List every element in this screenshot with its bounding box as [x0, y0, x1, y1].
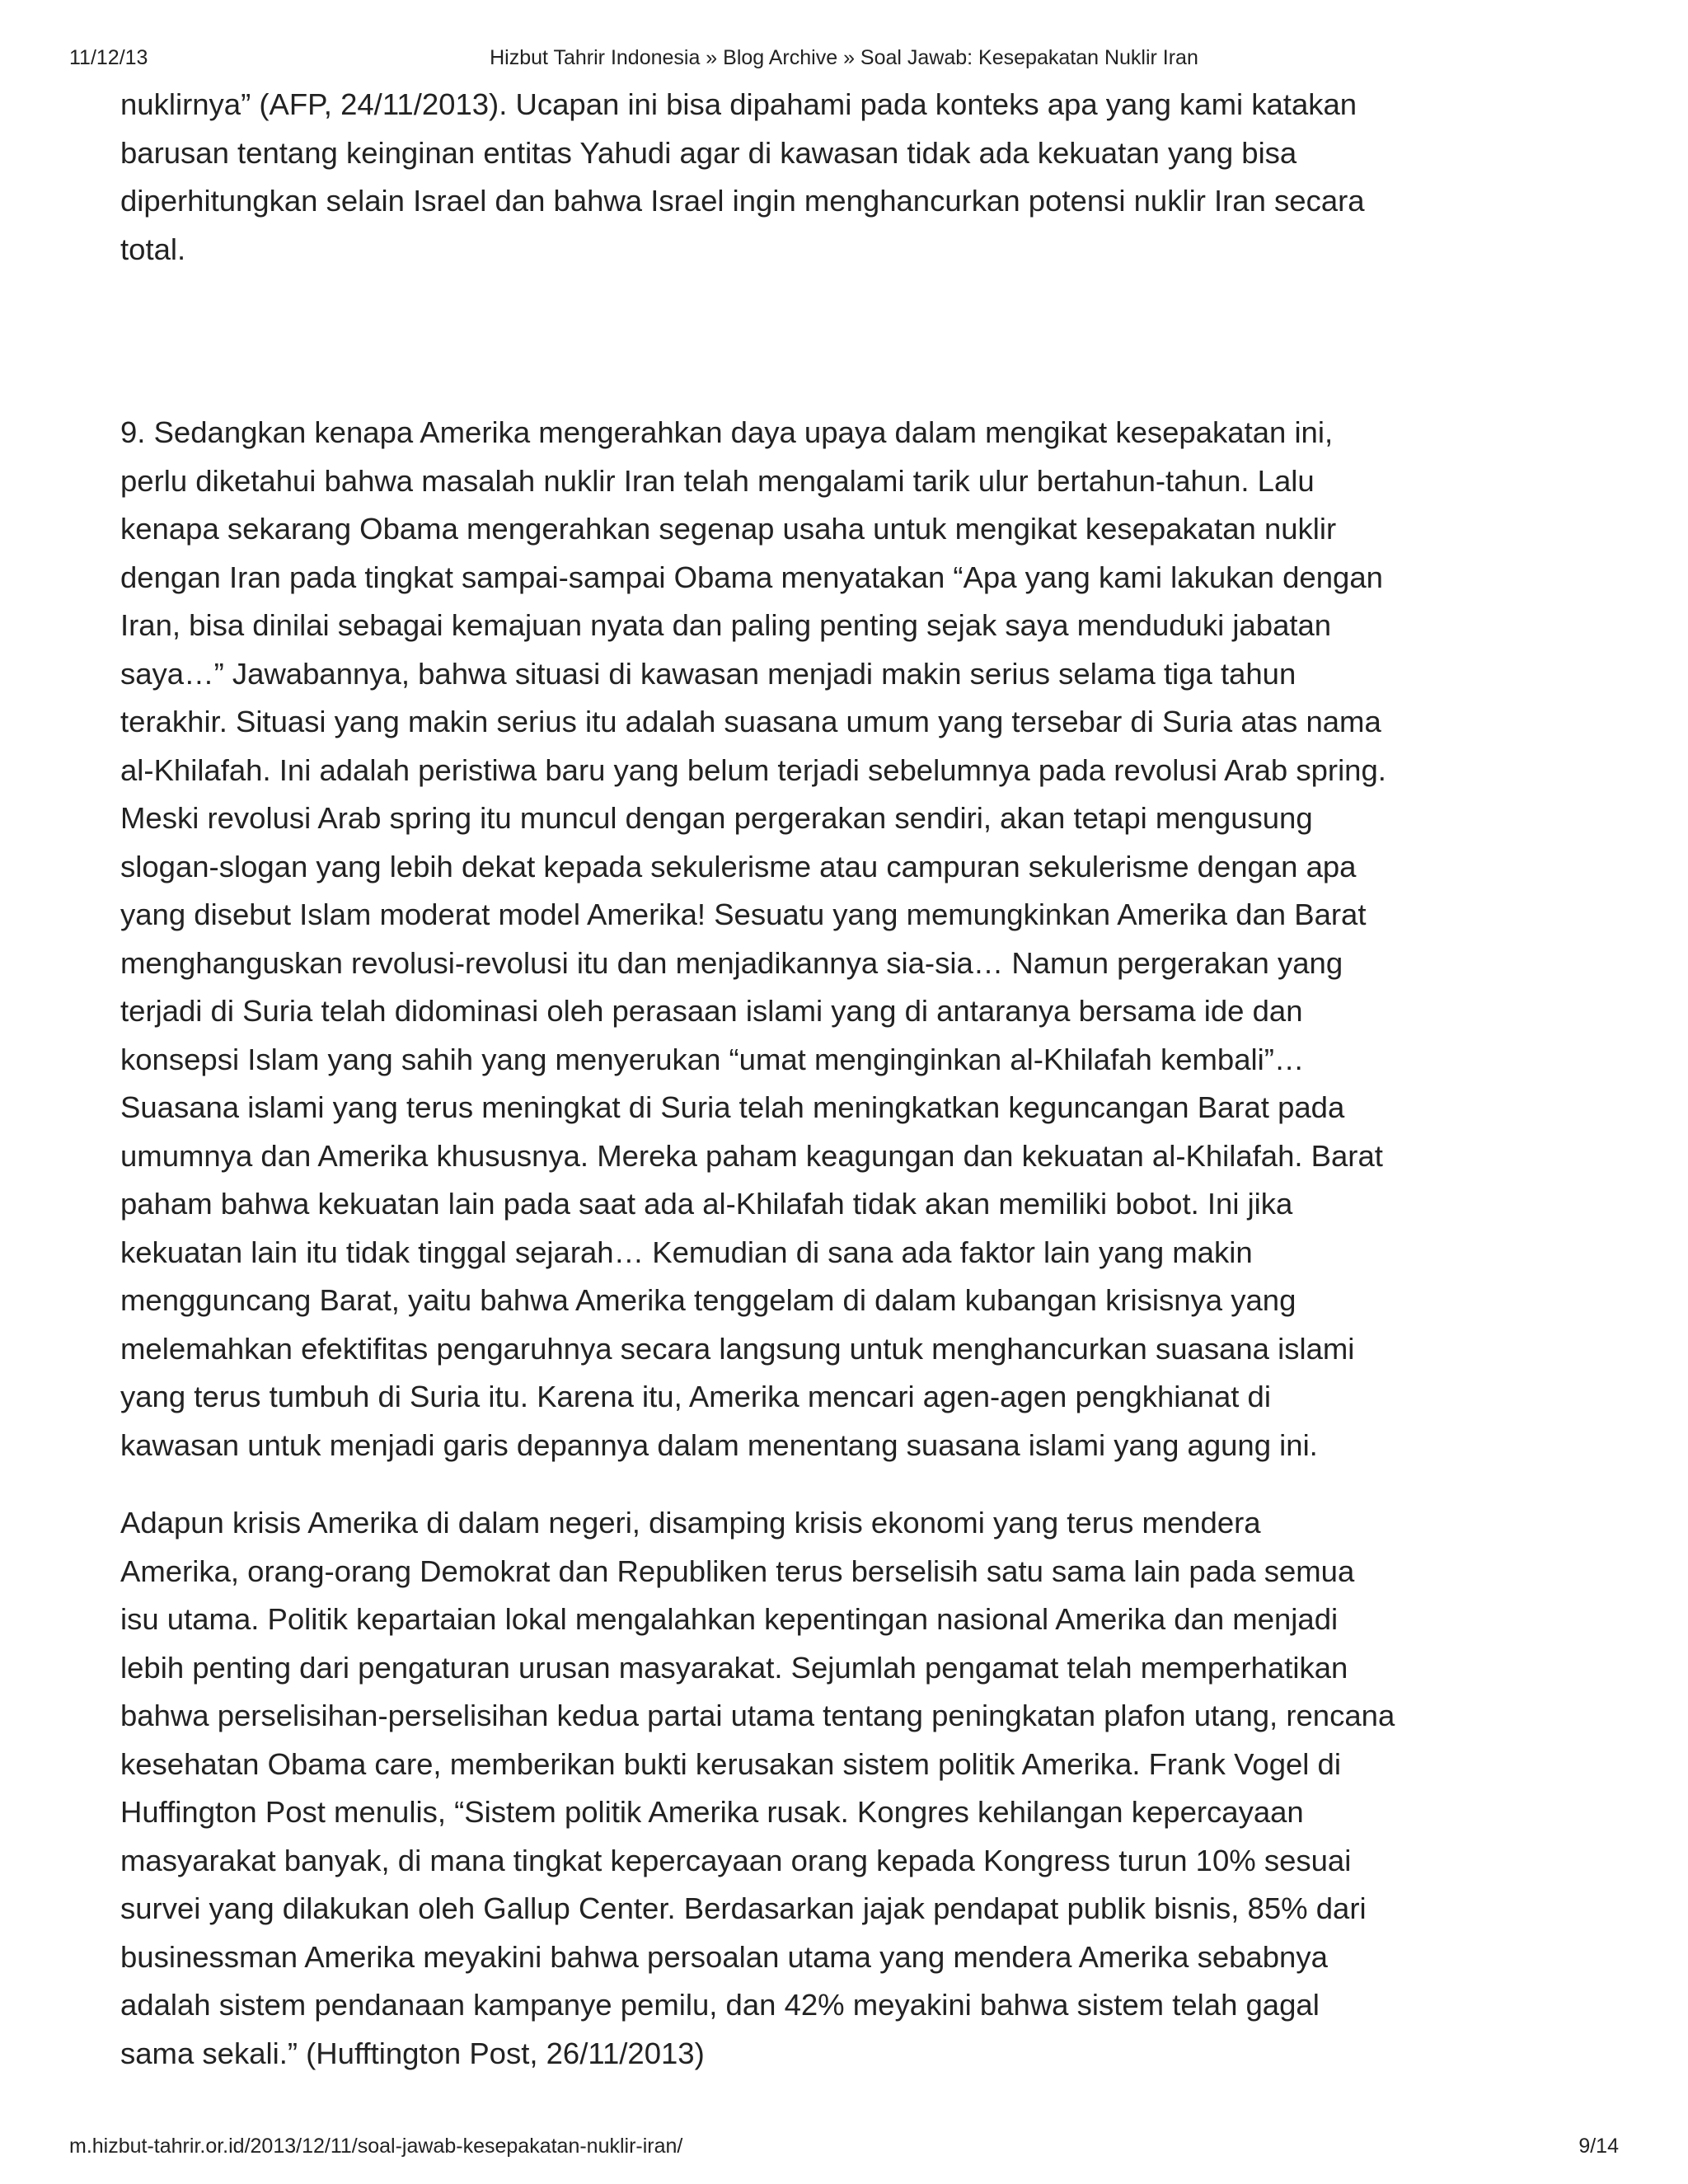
print-footer: [69, 2131, 1619, 2161]
article-paragraph: Adapun krisis Amerika di dalam negeri, disamping krisis ekonomi yang terus mendera Amerika, orang-orang Demokrat dan Republiken terus berselisih satu sama lain pada semua isu utama. Politik kepartaian lokal mengalahkan kepentingan nasional Amerika dan menjadi lebih penting dari pengaturan urusan masyarakat. Sejumlah pengamat telah memperhatikan bahwa perselisihan-perselisihan kedua partai utama tentang peningkatan plafon utang, rencana kesehatan Obama care, memberikan bukti kerusakan sistem politik Amerika. Frank Vogel di Huffington Post menulis, “Sistem politik Amerika rusak. Kongres kehilangan kepercayaan masyarakat banyak, di mana tingkat kepercayaan orang kepada Kongress turun 10% sesuai survei yang dilakukan oleh Gallup Center. Berdasarkan jajak pendapat publik bisnis, 85% dari businessman Amerika meyakini bahwa persoalan utama yang mendera Amerika sebabnya adalah sistem pendanaan kampanye pemilu, dan 42% meyakini bahwa sistem telah gagal sama sekali.” (Hufftington Post, 26/11/2013): [120, 1506, 1395, 2070]
print-header: [69, 43, 1619, 73]
print-date: 11/12/13: [69, 46, 148, 69]
page-number: 9/14: [1578, 2135, 1619, 2158]
page-title: Hizbut Tahrir Indonesia » Blog Archive » Soal Jawab: Kesepakatan Nuklir Iran: [490, 46, 1198, 69]
article-paragraph: nuklirnya” (AFP, 24/11/2013). Ucapan ini bisa dipahami pada konteks apa yang kami katakan barusan tentang keinginan entitas Yahudi agar di kawasan tidak ada kekuatan yang bisa diperhitungkan selain Israel dan bahwa Israel ingin menghancurkan potensi nuklir Iran secara total.: [120, 87, 1365, 266]
page-url: m.hizbut-tahrir.or.id/2013/12/11/soal-jawab-kesepakatan-nuklir-iran/: [69, 2135, 683, 2158]
article-body: [120, 81, 1571, 2078]
article-paragraph: 9. Sedangkan kenapa Amerika mengerahkan daya upaya dalam mengikat kesepakatan ini, perlu diketahui bahwa masalah nuklir Iran telah mengalami tarik ulur bertahun-tahun. Lalu kenapa sekarang Obama mengerahkan segenap usaha untuk mengikat kesepakatan nuklir dengan Iran pada tingkat sampai-sampai Obama menyatakan “Apa yang kami lakukan dengan Iran, bisa dinilai sebagai kemajuan nyata dan paling penting sejak saya menduduki jabatan saya…” Jawabannya, bahwa situasi di kawasan menjadi makin serius selama tiga tahun terakhir. Situasi yang makin serius itu adalah suasana umum yang tersebar di Suria atas nama al-Khilafah. Ini adalah peristiwa baru yang belum terjadi sebelumnya pada revolusi Arab spring. Meski revolusi Arab spring itu muncul dengan pergerakan sendiri, akan tetapi mengusung slogan-slogan yang lebih dekat kepada sekulerisme atau campuran sekulerisme dengan apa yang disebut Islam moderat model Amerika! Sesuatu yang memungkinkan Amerika dan Barat menghanguskan revolusi-revolusi itu dan menjadikannya sia-sia… Namun pergerakan yang terjadi di Suria telah didominasi oleh perasaan islami yang di antaranya bersama ide dan konsepsi Islam yang sahih yang menyerukan “umat menginginkan al-Khilafah kembali”… Suasana islami yang terus meningkat di Suria telah meningkatkan keguncangan Barat pada umumnya dan Amerika khususnya. Mereka paham keagungan dan kekuatan al-Khilafah. Barat paham bahwa kekuatan lain pada saat ada al-Khilafah tidak akan memiliki bobot. Ini jika kekuatan lain itu tidak tinggal sejarah… Kemudian di sana ada faktor lain yang makin mengguncang Barat, yaitu bahwa Amerika tenggelam di dalam kubangan krisisnya yang melemahkan efektifitas pengaruhnya secara langsung untuk menghancurkan suasana islami yang terus tumbuh di Suria itu. Karena itu, Amerika mencari agen-agen pengkhianat di kawasan untuk menjadi garis depannya dalam menentang suasana islami yang agung ini.: [120, 415, 1386, 1462]
